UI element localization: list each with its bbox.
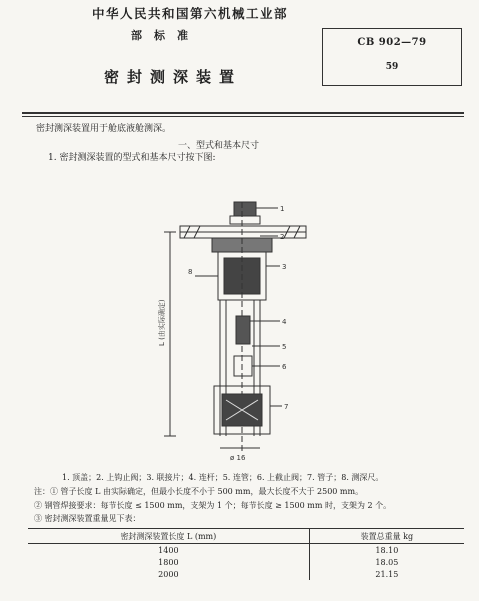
classification-number: 59 — [385, 62, 399, 72]
table-header-row — [28, 529, 464, 544]
standard-code-box — [322, 28, 462, 86]
item-1-text: 1. 密封测深装置的型式和基本尺寸按下图: — [48, 153, 216, 163]
callout-2: 2 — [280, 233, 285, 241]
callout-4: 4 — [282, 318, 287, 326]
note-1: 注：① 管子长度 L 由实际确定，但最小长度不小于 500 mm，最大长度不大于 2500 mm。 — [34, 487, 364, 496]
callout-6: 6 — [282, 363, 287, 371]
callout-1: 1 — [280, 205, 285, 213]
dimension-diameter: ø 16 — [230, 454, 246, 462]
callout-3: 3 — [282, 263, 287, 271]
table-header-length: 密封测深装置长度 L (mm) — [28, 529, 309, 544]
standard-type: 部标准 — [131, 29, 200, 42]
note-2: ② 钢管焊接要求：每节长度 ≤ 1500 mm，支架为 1 个；每节长度 ≥ 1500 mm 时，支架为 2 个。 — [34, 501, 392, 510]
table-row — [28, 568, 464, 580]
dimension-length: L (由实际确定) — [158, 299, 166, 346]
table-cell-length: 1800 — [28, 556, 309, 568]
table-cell-length: 1400 — [28, 544, 309, 557]
table-row — [28, 556, 464, 568]
header-rule-thick — [22, 112, 464, 114]
header-rule-thin — [22, 116, 464, 117]
table-cell-weight: 18.10 — [375, 545, 399, 555]
table-cell-weight: 21.15 — [375, 569, 399, 579]
ministry-name: 中华人民共和国第六机械工业部 — [92, 6, 289, 21]
callout-7: 7 — [284, 403, 289, 411]
sounding-device-drawing — [150, 196, 330, 466]
callout-8: 8 — [188, 268, 193, 276]
weight-table — [28, 528, 464, 580]
table-row — [28, 544, 464, 557]
scope-text: 密封测深装置用于舱底液舱测深。 — [36, 124, 172, 134]
note-3: ③ 密封测深装置重量见下表： — [34, 514, 141, 523]
table-cell-length: 2000 — [28, 568, 309, 580]
callout-5: 5 — [282, 343, 287, 351]
section-title: 一、型式和基本尺寸 — [178, 141, 260, 151]
standard-code: CB 902—79 — [357, 37, 427, 48]
table-cell-weight: 18.05 — [375, 557, 399, 567]
parts-legend: 1. 顶盖；2. 上钩止阀；3. 联接片；4. 连杆；5. 连管；6. 上截止阀；7. 管子；8. 测深尺。 — [62, 473, 384, 482]
document-title: 密封测深装置 — [104, 68, 243, 86]
table-header-weight: 装置总重量 kg — [309, 529, 464, 544]
